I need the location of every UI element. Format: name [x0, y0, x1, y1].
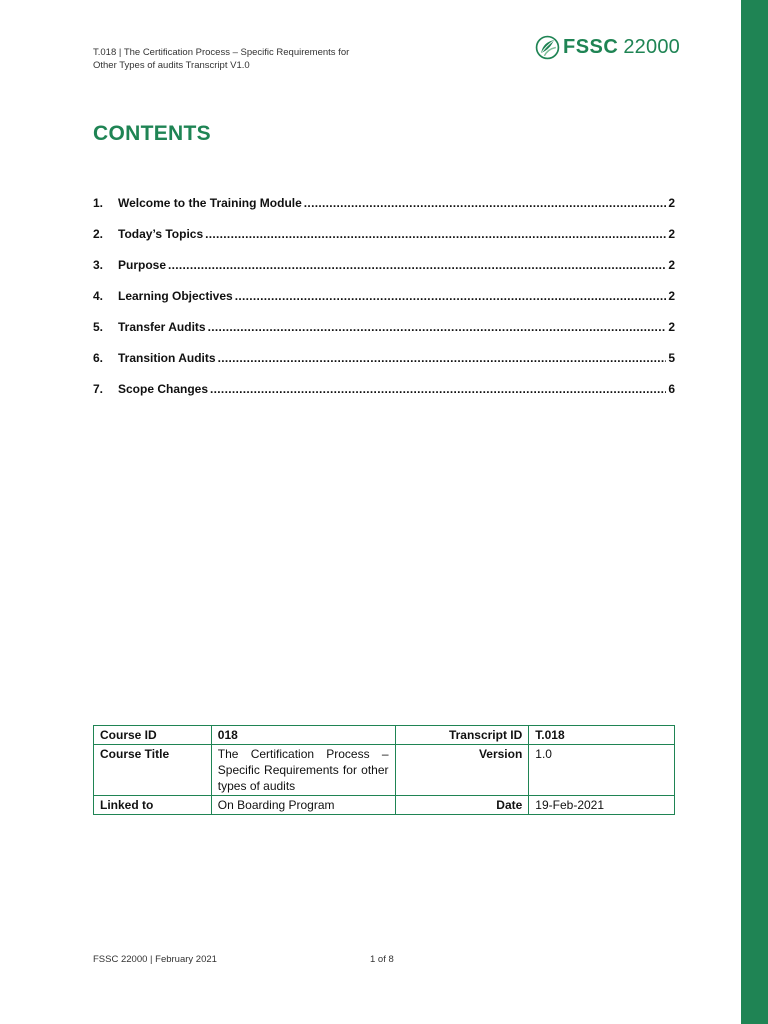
toc-dot-leader — [235, 289, 667, 303]
toc-title: Learning Objectives — [118, 289, 233, 303]
toc-entry-learning-objectives[interactable] — [93, 289, 675, 320]
table-row — [94, 726, 675, 745]
toc-number: 5. — [93, 320, 104, 334]
toc-number: 3. — [93, 258, 104, 272]
transcript-id-label: Transcript ID — [395, 726, 529, 745]
toc-page-number: 6 — [668, 382, 675, 396]
toc-title: Welcome to the Training Module — [118, 196, 302, 210]
toc-entry-purpose[interactable] — [93, 258, 675, 289]
toc-page-number: 5 — [668, 351, 675, 365]
table-row — [94, 796, 675, 815]
transcript-id-value: T.018 — [529, 726, 675, 745]
toc-page-number: 2 — [668, 320, 675, 334]
toc-entry-welcome[interactable] — [93, 196, 675, 227]
document-header — [93, 46, 413, 72]
side-accent-bar — [741, 0, 768, 1024]
course-id-label: Course ID — [94, 726, 212, 745]
toc-page-number: 2 — [668, 258, 675, 272]
fssc-logo — [535, 32, 680, 62]
toc-dot-leader — [218, 351, 667, 365]
toc-title: Purpose — [118, 258, 167, 272]
toc-title: Transfer Audits — [118, 320, 206, 334]
page-indicator: 1 of 8 — [370, 954, 394, 965]
toc-number: 6. — [93, 351, 104, 365]
toc-entry-transition-audits[interactable] — [93, 351, 675, 382]
toc-dot-leader — [210, 382, 666, 396]
course-title-value: The Certification Process – Specific Requirements for other types of audits — [211, 745, 395, 796]
toc-title: Transition Audits — [118, 351, 216, 365]
toc-number: 4. — [93, 289, 104, 303]
date-value: 19-Feb-2021 — [529, 796, 675, 815]
toc-dot-leader — [208, 320, 667, 334]
table-row — [94, 745, 675, 796]
logo-brand: FSSC — [563, 35, 619, 58]
toc-entry-transfer-audits[interactable] — [93, 320, 675, 351]
toc-entry-todays-topics[interactable] — [93, 227, 675, 258]
footer-text: FSSC 22000 | February 2021 — [93, 954, 217, 965]
toc-page-number: 2 — [668, 196, 675, 210]
toc-number: 1. — [93, 196, 104, 210]
toc-page-number: 2 — [668, 289, 675, 303]
course-info-table — [93, 725, 675, 815]
linked-to-label: Linked to — [94, 796, 212, 815]
toc-entry-scope-changes[interactable] — [93, 382, 675, 413]
version-label: Version — [395, 745, 529, 796]
fssc-leaf-icon — [535, 35, 560, 60]
toc-number: 2. — [93, 227, 104, 241]
toc-title: Today’s Topics — [118, 227, 204, 241]
toc-title: Scope Changes — [118, 382, 209, 396]
course-title-label: Course Title — [94, 745, 212, 796]
version-value: 1.0 — [529, 745, 675, 796]
toc-dot-leader — [205, 227, 666, 241]
logo-number: 22000 — [623, 35, 680, 58]
toc-number: 7. — [93, 382, 104, 396]
course-id-value: 018 — [211, 726, 395, 745]
header-line-1: T.018 | The Certification Process – Specific Requirements for — [93, 47, 350, 58]
toc-dot-leader — [304, 196, 667, 210]
table-of-contents — [93, 196, 675, 413]
contents-heading: CONTENTS — [93, 122, 211, 145]
header-line-2: Other Types of audits Transcript V1.0 — [93, 60, 250, 71]
toc-dot-leader — [168, 258, 666, 272]
toc-page-number: 2 — [668, 227, 675, 241]
linked-to-value: On Boarding Program — [211, 796, 395, 815]
date-label: Date — [395, 796, 529, 815]
